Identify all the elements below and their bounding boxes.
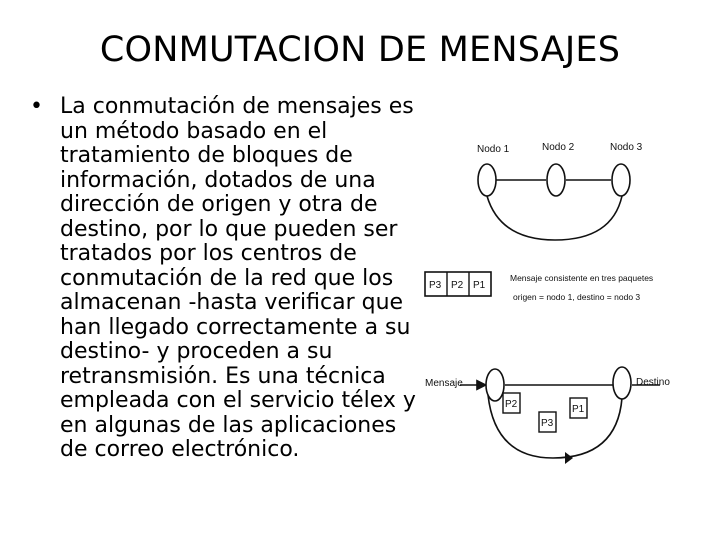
message-label: Mensaje	[425, 378, 463, 389]
routed-packet-p2-label: P2	[505, 399, 518, 410]
paragraph-line: destino- y proceden a su	[60, 339, 333, 364]
paragraph-line: retransmisión. Es una técnica	[60, 363, 386, 389]
paragraph-line: La conmutación de mensajes es	[60, 94, 414, 119]
packet-p3-label: P3	[429, 280, 442, 291]
paragraph-line: almacenan -hasta verificar que	[60, 290, 404, 315]
packet-p2-label: P2	[451, 280, 464, 291]
packet-caption-line2: origen = nodo 1, destino = nodo 3	[513, 292, 641, 302]
packet-p1-label: P1	[473, 280, 486, 291]
source-node-circle	[486, 369, 504, 401]
routed-packet-p1-label: P1	[572, 404, 585, 415]
routing-diagram	[425, 367, 670, 464]
paragraph-line: un método basado en el	[60, 118, 328, 144]
paragraph-line: conmutación de la red que los	[60, 265, 394, 291]
packet-caption-line1: Mensaje consistente en tres paquetes	[510, 273, 654, 283]
paragraph-line: destino, por lo que pueden ser	[60, 216, 398, 242]
node-2-circle	[547, 164, 565, 196]
paragraph-line: de correo electrónico.	[60, 437, 300, 462]
curve-arrowhead	[565, 452, 573, 464]
link-1-3-curve	[487, 196, 622, 240]
paragraph-line: información, dotados de una	[60, 167, 376, 193]
paragraph-line: tratados por los centros de	[60, 241, 357, 266]
destination-node-circle	[613, 367, 631, 399]
packet-strip	[425, 272, 653, 302]
destination-label: Destino	[636, 377, 670, 388]
node-3-circle	[612, 164, 630, 196]
paragraph-line: tratamiento de bloques de	[60, 143, 353, 168]
paragraph-line: dirección de origen y otra de	[60, 192, 378, 217]
bullet-marker: •	[30, 94, 43, 119]
paragraph-line: han llegado correctamente a su	[60, 314, 411, 340]
node-1-circle	[478, 164, 496, 196]
node-2-label: Nodo 2	[542, 142, 575, 153]
routed-packet-p3-label: P3	[541, 418, 554, 429]
slide-title: CONMUTACION DE MENSAJES	[99, 30, 621, 70]
node-1-label: Nodo 1	[477, 144, 510, 155]
node-3-label: Nodo 3	[610, 142, 643, 153]
paragraph-line: en algunas de las aplicaciones	[60, 412, 397, 438]
network-nodes-diagram	[477, 142, 643, 240]
paragraph-line: empleada con el servicio télex y	[60, 388, 416, 413]
